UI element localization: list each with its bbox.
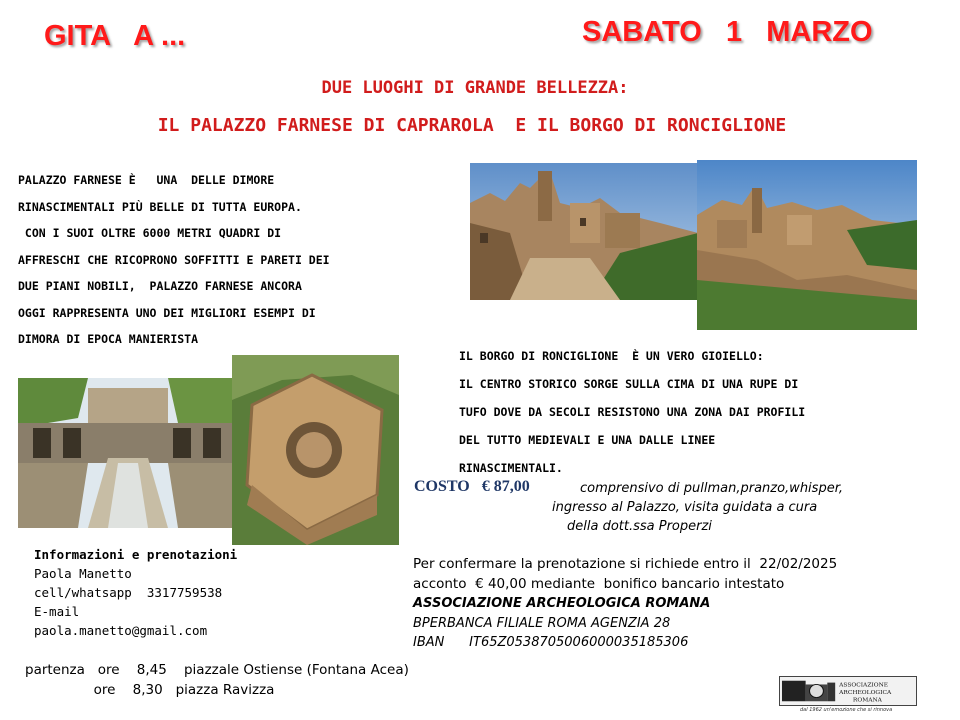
text-line: AFFRESCHI CHE RICOPRONO SOFFITTI E PARETI DEI — [18, 252, 330, 267]
logo-text-line-1: ASSOCIAZIONE — [839, 682, 889, 689]
subtitle-line-1: DUE LUOGHI DI GRANDE BELLEZZA: — [321, 78, 629, 98]
text-line: TUFO DOVE DA SECOLI RESISTONO UNA ZONA DAI PROFILI — [459, 405, 806, 419]
association-logo — [779, 676, 917, 706]
text-line: comprensivo di pullman,pranzo,whisper, — [580, 481, 843, 496]
text-line: CON I SUOI OLTRE 6000 METRI QUADRI DI — [18, 226, 282, 240]
contact-phone: cell/whatsapp 3317759538 — [34, 585, 223, 600]
departure-line: ore 8,30 piazza Ravizza — [25, 682, 275, 698]
palazzo-description — [18, 167, 330, 353]
trip-title: GITA A ... — [44, 20, 186, 52]
cost-label: COSTO € 87,00 — [414, 478, 530, 495]
text-line: della dott.ssa Properzi — [567, 519, 712, 534]
text-line: DUE PIANI NOBILI, PALAZZO FARNESE ANCORA — [18, 279, 302, 293]
ronciglione-cliff-photo — [697, 160, 917, 330]
association-name: ASSOCIAZIONE ARCHEOLOGICA ROMANA — [413, 596, 711, 611]
borgo-description — [459, 342, 805, 482]
confirm-line-1: Per confermare la prenotazione si richiede entro il 22/02/2025 — [413, 556, 838, 572]
text-line: OGGI RAPPRESENTA UNO DEI MIGLIORI ESEMPI DI — [18, 305, 316, 320]
departure-times — [25, 660, 409, 700]
text-line: PALAZZO FARNESE È UNA DELLE DIMORE — [18, 173, 275, 187]
confirm-line-2: acconto € 40,00 mediante bonifico bancario intestato — [413, 575, 785, 592]
text-line: RINASCIMENTALI PIÙ BELLE DI TUTTA EUROPA. — [18, 199, 302, 214]
ronciglione-street-photo — [470, 163, 698, 300]
iban: IBAN IT65Z0538705006000035185306 — [413, 635, 689, 650]
farnese-garden-photo — [18, 378, 238, 528]
text-line: IL CENTRO STORICO SORGE SULLA CIMA DI UNA RUPE DI — [459, 377, 799, 391]
subtitle-line-2: IL PALAZZO FARNESE DI CAPRAROLA E IL BORGO DI RONCIGLIONE — [157, 115, 787, 136]
text-line: IL BORGO DI RONCIGLIONE È UN VERO GIOIELLO: — [459, 349, 764, 363]
contact-title: Informazioni e prenotazioni — [34, 547, 238, 562]
departure-line: partenza ore 8,45 piazzale Ostiense (Fontana Acea) — [25, 662, 409, 678]
text-line: DIMORA DI EPOCA MANIERISTA — [18, 332, 199, 346]
logo-tagline: dal 1962 un'emozione che si rinnova — [800, 707, 893, 713]
booking-confirmation — [413, 555, 837, 653]
text-line: RINASCIMENTALI. — [459, 461, 563, 475]
contact-name: Paola Manetto — [34, 566, 132, 581]
contact-email: paola.manetto@gmail.com — [34, 623, 208, 638]
bank-name: BPERBANCA FILIALE ROMA AGENZIA 28 — [413, 615, 671, 631]
text-line: DEL TUTTO MEDIEVALI E UNA DALLE LINEE — [459, 433, 716, 447]
logo-text-line-3: ROMANA — [852, 697, 882, 704]
trip-date: SABATO 1 MARZO — [582, 16, 873, 48]
cost-description — [552, 479, 843, 536]
text-line: ingresso al Palazzo, visita guidata a cura — [552, 500, 818, 515]
contact-email-label: E-mail — [34, 604, 80, 619]
farnese-aerial-photo — [232, 355, 399, 545]
contact-info — [34, 545, 237, 640]
logo-text-line-2: ARCHEOLOGICA — [839, 689, 892, 696]
